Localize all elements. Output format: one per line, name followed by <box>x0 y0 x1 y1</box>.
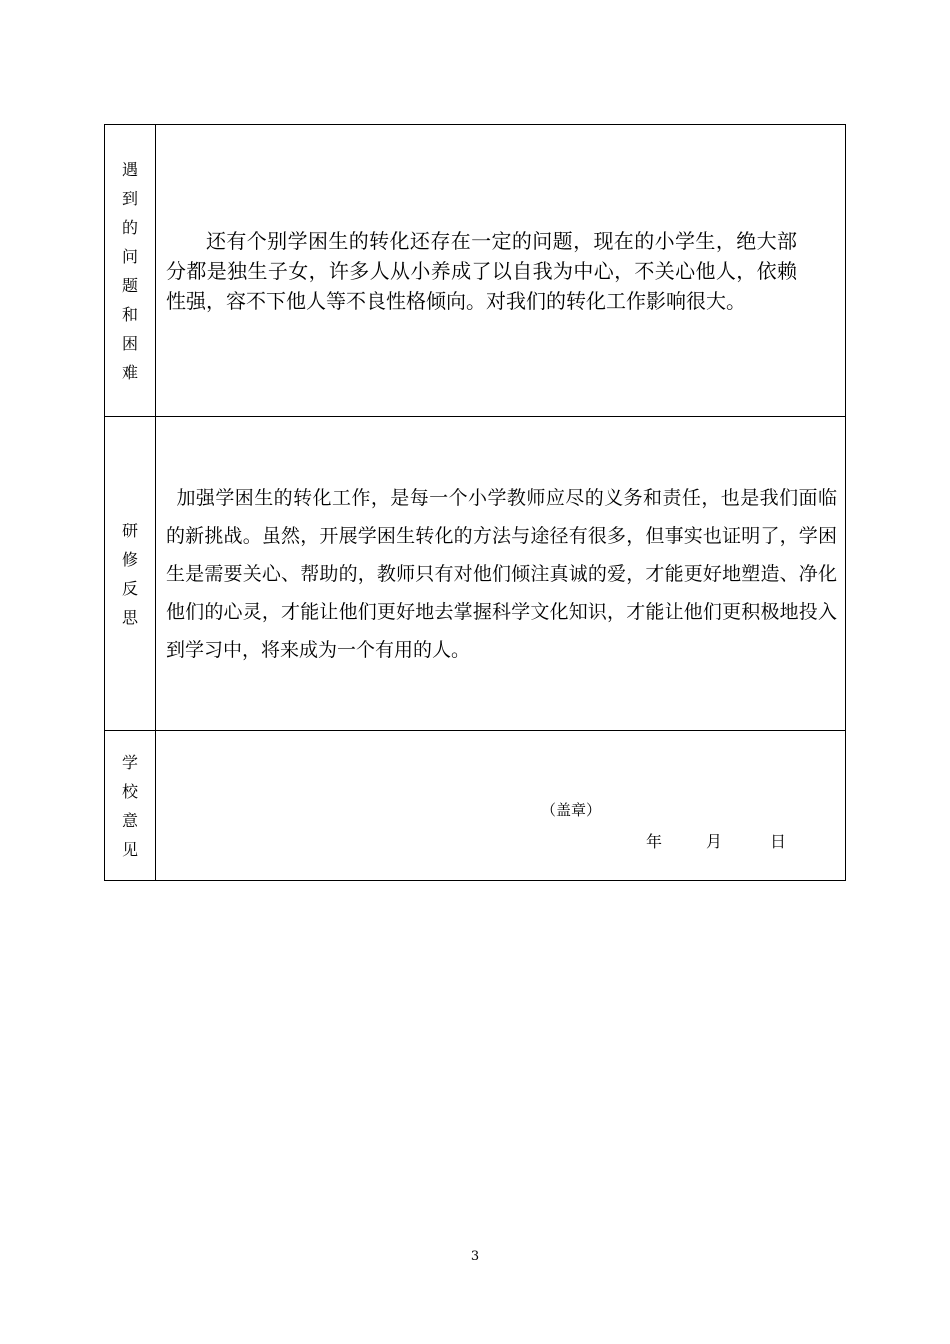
problems-text: 还有个别学困生的转化还存在一定的问题，现在的小学生，绝大部分都是独生子女，许多人从小养成了以自我为中心，不关心他人，依赖性强，容不下他人等不良性格倾向。对我们的转化工作影响很大。 <box>166 228 797 313</box>
date-year: 年 <box>646 832 663 851</box>
problems-row <box>105 125 846 417</box>
reflection-label: 研修反思 <box>122 520 139 627</box>
school-opinion-content-cell <box>156 731 846 881</box>
reflection-text: 加强学困生的转化工作，是每一个小学教师应尽的义务和责任，也是我们面临的新挑战。虽然，开展学困生转化的方法与途径有很多，但事实也证明了，学困生是需要关心、帮助的，教师只有对他们倾注真诚的爱，才能更好地塑造、净化他们的心灵，才能让他们更好地去掌握科学文化知识，才能让他们更积极地投入到学习中，将来成为一个有用的人。 <box>166 486 837 661</box>
date-line <box>646 829 786 852</box>
seal-text: （盖章） <box>541 801 602 819</box>
problems-label: 遇到的问题和困难 <box>122 159 139 382</box>
school-opinion-row <box>105 731 846 881</box>
school-opinion-label-cell <box>105 731 156 881</box>
report-form-table <box>104 124 846 881</box>
reflection-label-cell <box>105 417 156 731</box>
date-month: 月 <box>706 832 723 851</box>
page-number: 3 <box>470 1249 480 1264</box>
school-opinion-label: 学校意见 <box>122 752 139 859</box>
problems-label-cell <box>105 125 156 417</box>
reflection-content-cell <box>156 417 846 731</box>
reflection-row <box>105 417 846 731</box>
date-day: 日 <box>770 832 787 851</box>
problems-content-cell <box>156 125 846 417</box>
